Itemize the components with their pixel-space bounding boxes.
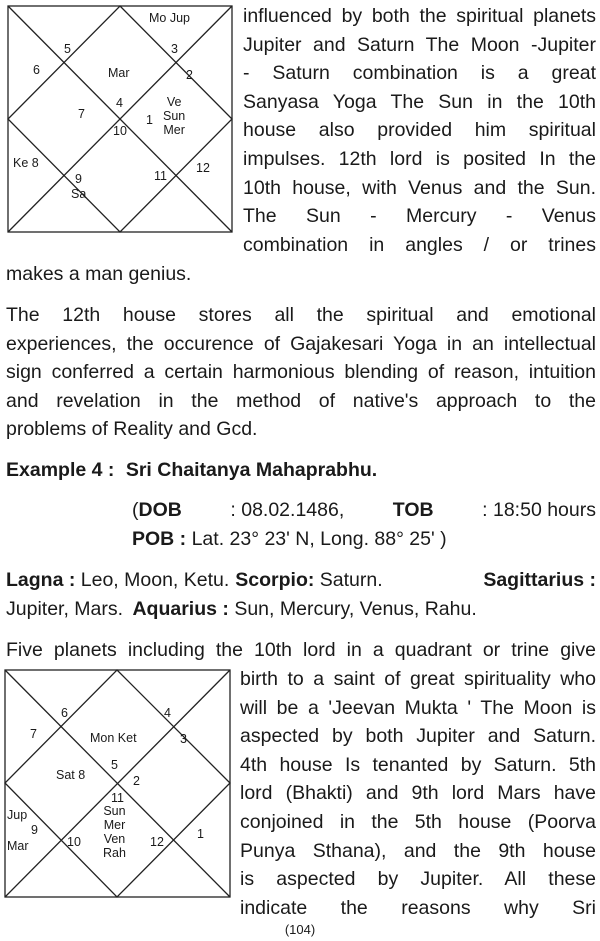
scorpio-value: Saturn. xyxy=(314,569,383,591)
chart2-planets-h8-bottom: Mar xyxy=(7,839,29,853)
chart2-house-h9: 10 xyxy=(67,835,81,849)
text-line: house also provided him spiritual xyxy=(243,119,596,142)
chart2-house-h4: 5 xyxy=(111,758,118,772)
birth-pob-label: POB : xyxy=(132,528,187,550)
text-line: The Sun - Mercury - Venus xyxy=(243,205,596,228)
chart2-house-h1: 2 xyxy=(133,774,140,788)
chart1-house-h12: 12 xyxy=(196,161,210,175)
birth-chart-1 xyxy=(7,5,233,233)
birth-tob-label: TOB xyxy=(392,499,434,521)
chart1-house-h1: 1 xyxy=(146,113,153,127)
chart1-house-h10: 10 xyxy=(113,124,127,138)
chart1-planets-h1: Ve Sun Mer xyxy=(163,95,186,137)
birth-dob: (DOB xyxy=(132,499,182,521)
chart2-house-h7: Sat 8 xyxy=(56,768,86,782)
text-line: Jupiter and Saturn The Moon -Jupiter xyxy=(243,33,596,56)
chart1-house-h9: 9 xyxy=(75,172,82,186)
example-label: Example 4 : xyxy=(6,459,115,481)
birth-details-line-1 xyxy=(132,496,596,525)
page-number: (104) xyxy=(284,922,316,937)
birth-pob-value: Lat. 23° 23' N, Long. 88° 25' ) xyxy=(186,528,447,550)
sagittarius-label: Sagittarius : xyxy=(483,569,596,591)
aquarius-label: Aquarius : xyxy=(132,598,229,620)
chart2-house-h12: 1 xyxy=(197,827,204,841)
sagittarius-value: Jupiter, Mars. xyxy=(6,598,124,620)
paragraph-continuation: makes a man genius. xyxy=(6,263,192,285)
text-line: experiences, the occurence of Gajakesari Yoga in an intellectual xyxy=(6,332,596,355)
text-line: and revelation in the method of native's approach to the xyxy=(6,389,596,412)
chart1-house-h8: Ke 8 xyxy=(13,156,39,170)
lagna-line-2 xyxy=(6,595,477,624)
chart1-house-h11: 11 xyxy=(154,169,167,183)
text-line: impulses. 12th lord is posited In the xyxy=(243,147,596,170)
birth-dob-value: : 08.02.1486, xyxy=(230,499,345,521)
chart1-house-h7: 7 xyxy=(78,107,85,121)
lagna-line-1 xyxy=(6,566,596,595)
text-line: indicate the reasons why Sri xyxy=(240,896,596,919)
example-heading xyxy=(6,456,377,485)
text-line: Sanyasa Yoga The Sun in the 10th xyxy=(243,90,596,113)
text-line: sign conferred a certain harmonious blending of reason, intuition xyxy=(6,361,596,384)
chart2-house-h8: 9 xyxy=(31,823,38,837)
scorpio-label: Scorpio: xyxy=(235,569,315,591)
text-line: conjoined in the 5th house (Poorva xyxy=(240,810,596,833)
text-line: 10th house, with Venus and the Sun. xyxy=(243,176,596,199)
chart2-house-h11: 12 xyxy=(150,835,164,849)
chart2-side-text xyxy=(240,665,596,922)
chart1-house-h3: 3 xyxy=(171,42,178,56)
chart2-planets-h8-top: Jup xyxy=(7,808,28,822)
chart1-house-h4: 4 xyxy=(116,96,123,110)
chart1-planets-h9: Sa xyxy=(71,187,87,201)
lagna-value: Leo, Moon, Ketu. xyxy=(75,569,230,591)
birth-details-line-2 xyxy=(132,525,447,554)
text-line: will be a 'Jeevan Mukta ' The Moon is xyxy=(240,696,596,719)
text-line: combination in angles / or trines xyxy=(243,233,596,256)
text-line: birth to a saint of great spirituality who xyxy=(240,668,596,690)
text-line: The 12th house stores all the spiritual and emotional xyxy=(6,304,596,326)
chart1-planets-h3: Mo Jup xyxy=(149,11,190,25)
text-line: influenced by both the spiritual planets xyxy=(243,5,596,27)
text-line: lord (Bhakti) and 9th lord Mars have xyxy=(240,782,596,805)
chart-1-lines xyxy=(7,5,233,233)
chart1-planets-h4: Mar xyxy=(108,66,130,80)
text-line: problems of Reality and Gcd. xyxy=(6,418,258,441)
chart2-planets-h1: Mon Ket xyxy=(90,731,137,745)
chart2-house-h6: 7 xyxy=(30,727,37,741)
text-line: Punya Sthana), and the 9th house xyxy=(240,839,596,862)
text-line: - Saturn combination is a great xyxy=(243,62,596,85)
chart1-side-text xyxy=(243,2,596,259)
chart2-house-h3: 4 xyxy=(164,706,171,720)
chart2-house-h10: 11 xyxy=(111,791,124,805)
text-line: 4th house Is tenanted by Saturn. 5th xyxy=(240,753,596,776)
chart1-house-h2: 2 xyxy=(186,68,193,82)
aquarius-value: Sun, Mercury, Venus, Rahu. xyxy=(228,598,477,620)
chart2-house-h5: 6 xyxy=(61,706,68,720)
text-line: Five planets including the 10th lord in a quadrant or trine give xyxy=(6,639,596,661)
paragraph-five-planets xyxy=(6,636,596,665)
chart1-house-h5: 5 xyxy=(64,42,71,56)
text-line: is aspected by Jupiter. All these xyxy=(240,868,596,891)
example-name: Sri Chaitanya Mahaprabhu. xyxy=(125,459,378,481)
chart1-house-h6: 6 xyxy=(33,63,40,77)
chart-2-lines xyxy=(4,669,231,898)
text-line: aspected by both Jupiter and Saturn. xyxy=(240,725,596,748)
chart2-planets-h10: Sun Mer Ven Rah xyxy=(103,804,126,860)
chart2-house-h2: 3 xyxy=(180,732,187,746)
birth-tob-value: : 18:50 hours xyxy=(482,499,596,521)
paragraph-12th-house xyxy=(6,301,596,444)
lagna-label: Lagna : xyxy=(6,569,76,591)
birth-chart-2 xyxy=(4,669,231,898)
